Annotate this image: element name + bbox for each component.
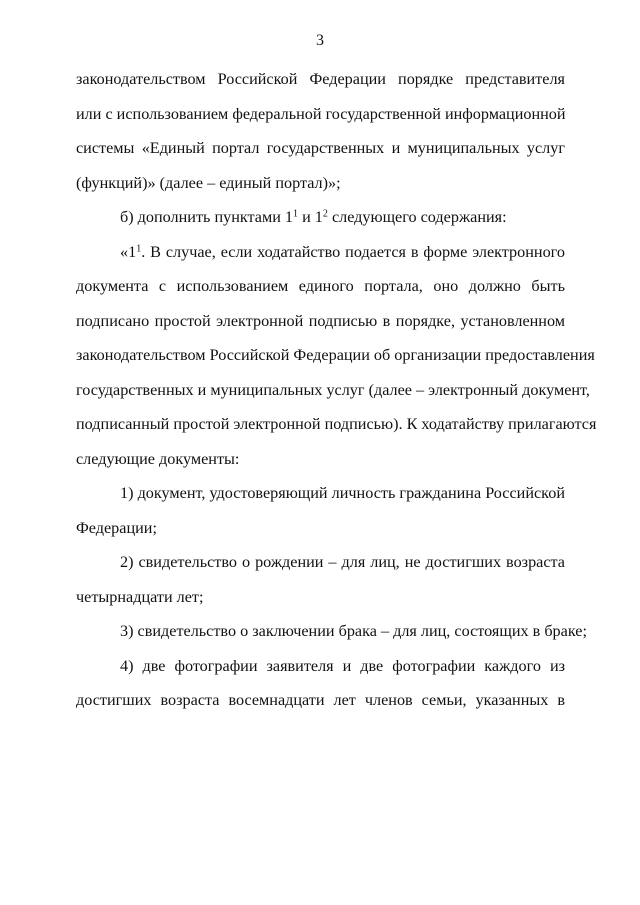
text-line: достигших возраста восемнадцати лет членов семьи, указанных в [76, 691, 565, 709]
text-line: законодательством Российской Федерации порядке представителя [76, 70, 565, 88]
text-line: документа с использованием единого портала, оно должно быть [76, 277, 565, 295]
text-line: государственных и муниципальных услуг (далее – электронный документ, [76, 380, 590, 399]
text-fragment: следующего содержания: [327, 208, 507, 226]
text-line: или с использованием федеральной государственной информационной [76, 104, 566, 123]
page-number: 3 [316, 32, 324, 49]
text-fragment-part: «1 [120, 242, 137, 261]
list-item-1-line: 1) документ, удостоверяющий личность гражданина Российской [120, 484, 565, 502]
text-line: следующие документы: [76, 449, 240, 468]
list-item-3-line: 3) свидетельство о заключении брака – для лиц, состоящих в браке; [120, 622, 587, 640]
text-line: (функций)» (далее – единый портал)»; [76, 173, 341, 192]
text-fragment: и 1 [298, 208, 323, 226]
list-item-4-line: 4) две фотографии заявителя и две фотографии каждого из [120, 656, 565, 675]
paragraph-b-first-line [76, 200, 565, 235]
text-line: законодательством Российской Федерации об организации предоставления [76, 346, 595, 364]
text-line: системы «Единый портал государственных и муниципальных услуг [76, 139, 565, 157]
superscript: 1 [293, 208, 299, 220]
text-line: четырнадцати лет; [76, 587, 204, 606]
superscript: 1 [136, 243, 142, 254]
superscript: 2 [322, 208, 328, 220]
text-line: Федерации; [76, 518, 157, 537]
text-line: подписано простой электронной подписью в порядке, установленном [76, 311, 565, 330]
text-line: подписанный простой электронной подписью). К ходатайству прилагаются [76, 415, 597, 433]
list-item-2-line: 2) свидетельство о рождении – для лиц, не достигших возраста [120, 553, 565, 571]
document-body [76, 62, 597, 718]
text-fragment-part: . В случае, если ходатайство подается в форме электронного [141, 242, 565, 261]
paragraph-1-1-first-line [76, 235, 565, 270]
text-fragment: б) дополнить пунктами 1 [120, 208, 294, 226]
text-fragment [120, 243, 565, 261]
